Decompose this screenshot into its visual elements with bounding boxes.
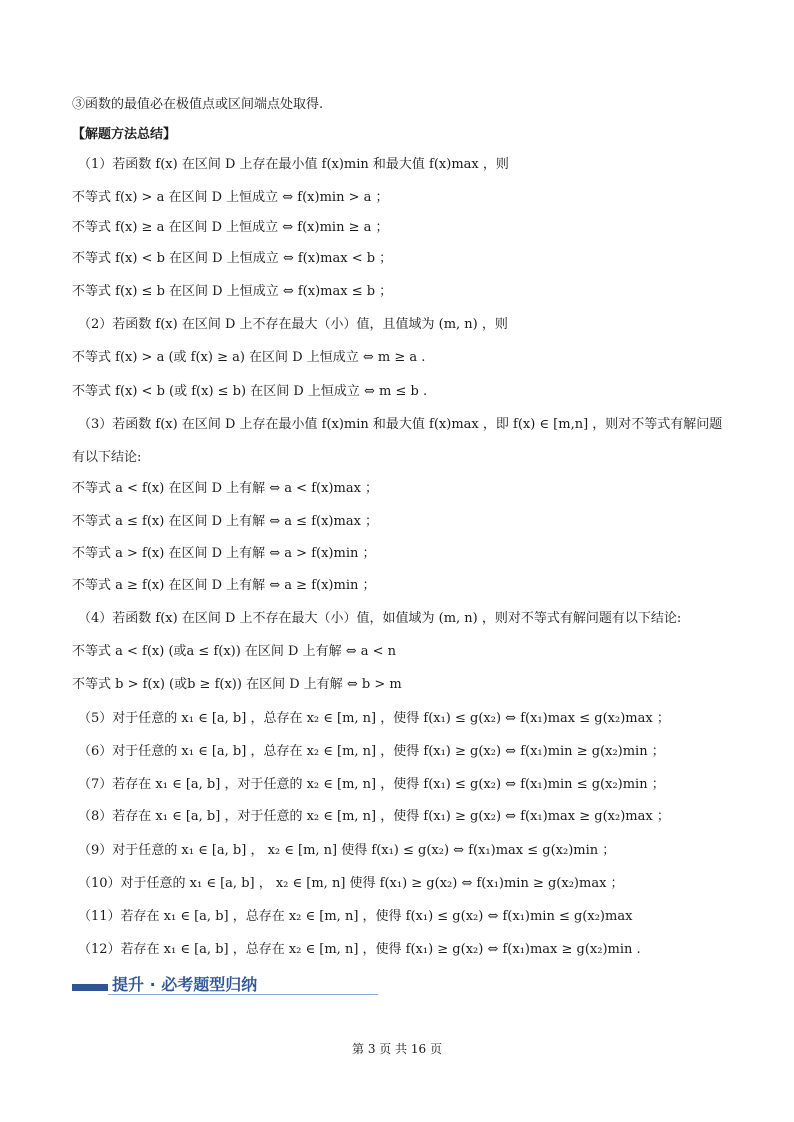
text-line-case11: （11）若存在 x₁ ∈ [a, b] ，总存在 x₂ ∈ [m, n] ，使得 f(x₁) ≤ g(x₂) ⇔ f(x₁)min ≤ g(x₂)max	[78, 909, 633, 924]
text-line: 不等式 a ≥ f(x) 在区间 D 上有解 ⇔ a ≥ f(x)min ；	[72, 578, 376, 593]
text-line: 不等式 f(x) ≤ b 在区间 D 上恒成立 ⇔ f(x)max ≤ b ；	[72, 284, 393, 299]
text-line-case7: （7）若存在 x₁ ∈ [a, b] ，对于任意的 x₂ ∈ [m, n] ，使得 f(x₁) ≤ g(x₂) ⇔ f(x₁)min ≤ g(x₂)min ；	[78, 777, 665, 792]
text-line: 不等式 a < f(x) (或a ≤ f(x)) 在区间 D 上有解 ⇔ a < n	[72, 644, 397, 659]
text-line: 不等式 b > f(x) (或b ≥ f(x)) 在区间 D 上有解 ⇔ b > m	[72, 677, 402, 692]
section-rule	[108, 994, 378, 995]
text-line-case10: （10）对于任意的 x₁ ∈ [a, b] ， x₂ ∈ [m, n] 使得 f(x₁) ≥ g(x₂) ⇔ f(x₁)min ≥ g(x₂)max ；	[78, 876, 624, 891]
text-line: 不等式 f(x) < b (或 f(x) ≤ b) 在区间 D 上恒成立 ⇔ m ≤ b .	[72, 384, 428, 399]
section-bar-block	[72, 984, 108, 991]
section-header	[72, 970, 377, 998]
text-line-case2: （2）若函数 f(x) 在区间 D 上不存在最大（小）值，且值域为 (m, n) ，则	[78, 317, 508, 332]
page-footer: 第 3 页 共 16 页	[352, 1042, 442, 1056]
heading-method-summary: 【解题方法总结】	[72, 127, 177, 142]
text-line-case9: （9）对于任意的 x₁ ∈ [a, b] ， x₂ ∈ [m, n] 使得 f(x₁) ≤ g(x₂) ⇔ f(x₁)max ≤ g(x₂)min ；	[78, 843, 616, 858]
text-line-case1: （1）若函数 f(x) 在区间 D 上存在最小值 f(x)min 和最大值 f(x)max ，则	[78, 157, 509, 172]
text-line: 不等式 f(x) < b 在区间 D 上恒成立 ⇔ f(x)max < b ；	[72, 251, 393, 266]
text-line: 有以下结论:	[72, 450, 142, 465]
text-line-case6: （6）对于任意的 x₁ ∈ [a, b] ，总存在 x₂ ∈ [m, n] ，使得 f(x₁) ≥ g(x₂) ⇔ f(x₁)min ≥ g(x₂)min ；	[78, 744, 665, 759]
text-line-case4: （4）若函数 f(x) 在区间 D 上不存在最大（小）值，如值域为 (m, n) ，则对不等式有解问题有以下结论:	[78, 611, 682, 626]
text-line: 不等式 f(x) > a (或 f(x) ≥ a) 在区间 D 上恒成立 ⇔ m ≥ a .	[72, 350, 426, 365]
text-line-note: ③函数的最值必在极值点或区间端点处取得.	[72, 97, 324, 112]
text-line-case12: （12）若存在 x₁ ∈ [a, b] ，总存在 x₂ ∈ [m, n] ，使得 f(x₁) ≥ g(x₂) ⇔ f(x₁)max ≥ g(x₂)min .	[78, 942, 641, 957]
text-line: 不等式 f(x) > a 在区间 D 上恒成立 ⇔ f(x)min > a ；	[72, 190, 389, 205]
text-line-case8: （8）若存在 x₁ ∈ [a, b] ，对于任意的 x₂ ∈ [m, n] ，使得 f(x₁) ≥ g(x₂) ⇔ f(x₁)max ≥ g(x₂)max ；	[78, 809, 670, 824]
text-line: 不等式 f(x) ≥ a 在区间 D 上恒成立 ⇔ f(x)min ≥ a ；	[72, 220, 389, 235]
text-line: 不等式 a ≤ f(x) 在区间 D 上有解 ⇔ a ≤ f(x)max ；	[72, 514, 379, 529]
section-title: 提升 · 必考题型归纳	[112, 975, 258, 994]
text-line: 不等式 a < f(x) 在区间 D 上有解 ⇔ a < f(x)max ；	[72, 481, 379, 496]
text-line-case3: （3）若函数 f(x) 在区间 D 上存在最小值 f(x)min 和最大值 f(x)max ，即 f(x) ∈ [m,n] ，则对不等式有解问题	[78, 417, 723, 432]
text-line: 不等式 a > f(x) 在区间 D 上有解 ⇔ a > f(x)min ；	[72, 546, 376, 561]
text-line-case5: （5）对于任意的 x₁ ∈ [a, b] ，总存在 x₂ ∈ [m, n] ，使得 f(x₁) ≤ g(x₂) ⇔ f(x₁)max ≤ g(x₂)max ；	[78, 711, 670, 726]
